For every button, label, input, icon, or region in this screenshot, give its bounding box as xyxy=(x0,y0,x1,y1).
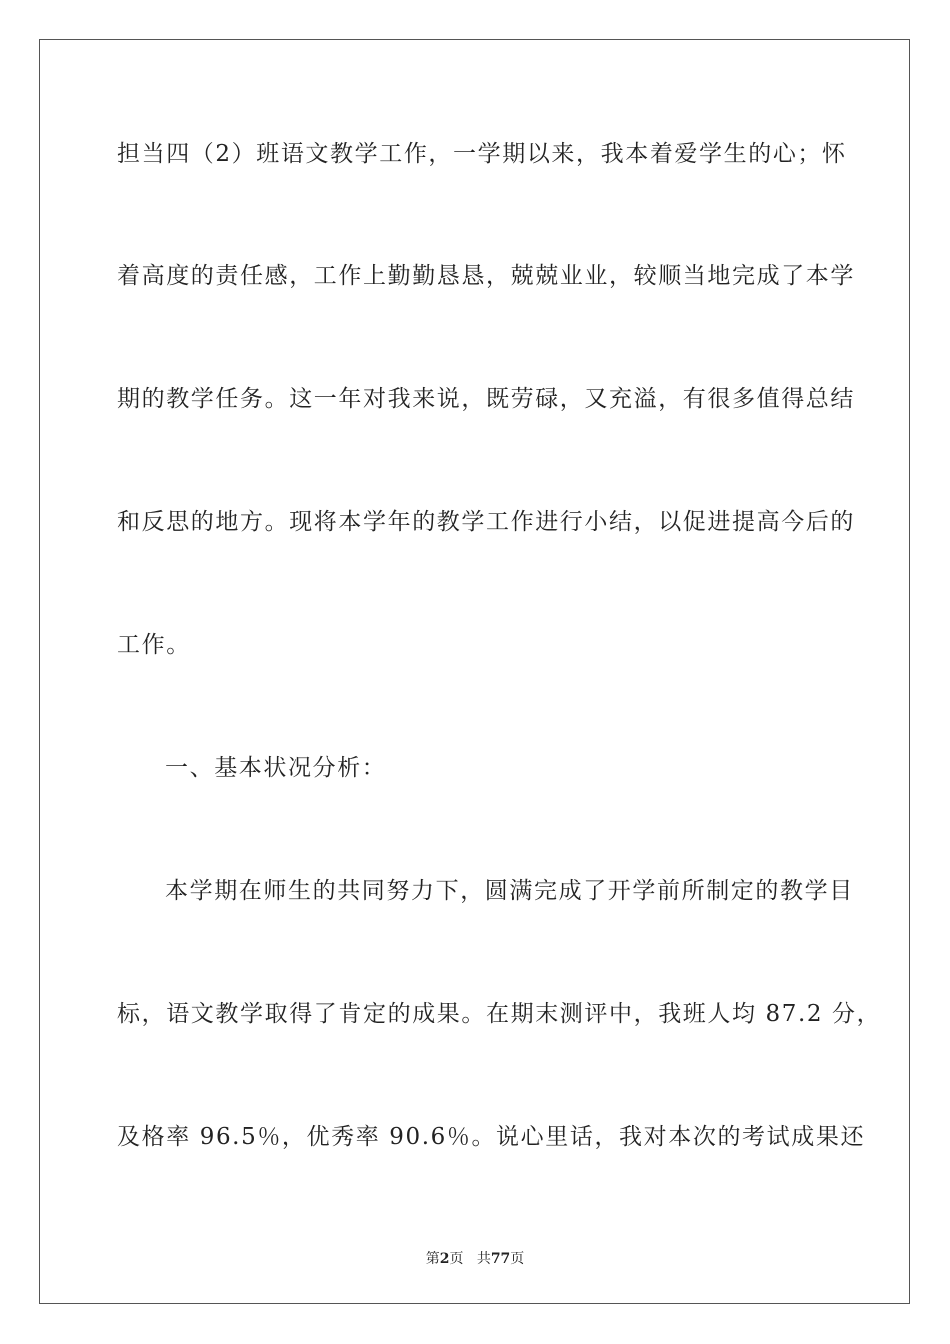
total-suffix: 页 xyxy=(510,1251,525,1267)
text-line-7: 本学期在师生的共同努力下，圆满完成了开学前所制定的教学目 xyxy=(165,878,854,904)
total-prefix: 共 xyxy=(476,1251,491,1267)
page-footer xyxy=(0,1248,950,1268)
section-heading: 一、基本状况分析： xyxy=(165,755,387,781)
page-number: 2 xyxy=(439,1251,450,1267)
text-line-2: 着高度的责任感，工作上勤勤恳恳，兢兢业业，较顺当地完成了本学 xyxy=(117,263,855,289)
text-line-5: 工作。 xyxy=(117,632,191,658)
page-frame xyxy=(39,39,910,1304)
text-line-1: 担当四（2）班语文教学工作，一学期以来，我本着爱学生的心；怀 xyxy=(117,141,847,167)
total-pages: 77 xyxy=(490,1251,511,1267)
page-prefix: 第 xyxy=(425,1251,440,1267)
text-line-3: 期的教学任务。这一年对我来说，既劳碌，又充溢，有很多值得总结 xyxy=(117,386,855,412)
text-line-8: 标，语文教学取得了肯定的成果。在期末测评中，我班人均 87.2 分， xyxy=(117,1001,882,1027)
text-line-9: 及格率 96.5％，优秀率 90.6％。说心里话，我对本次的考试成果还 xyxy=(117,1124,866,1150)
text-line-4: 和反思的地方。现将本学年的教学工作进行小结，以促进提高今后的 xyxy=(117,509,855,535)
page-suffix: 页 xyxy=(449,1251,464,1267)
